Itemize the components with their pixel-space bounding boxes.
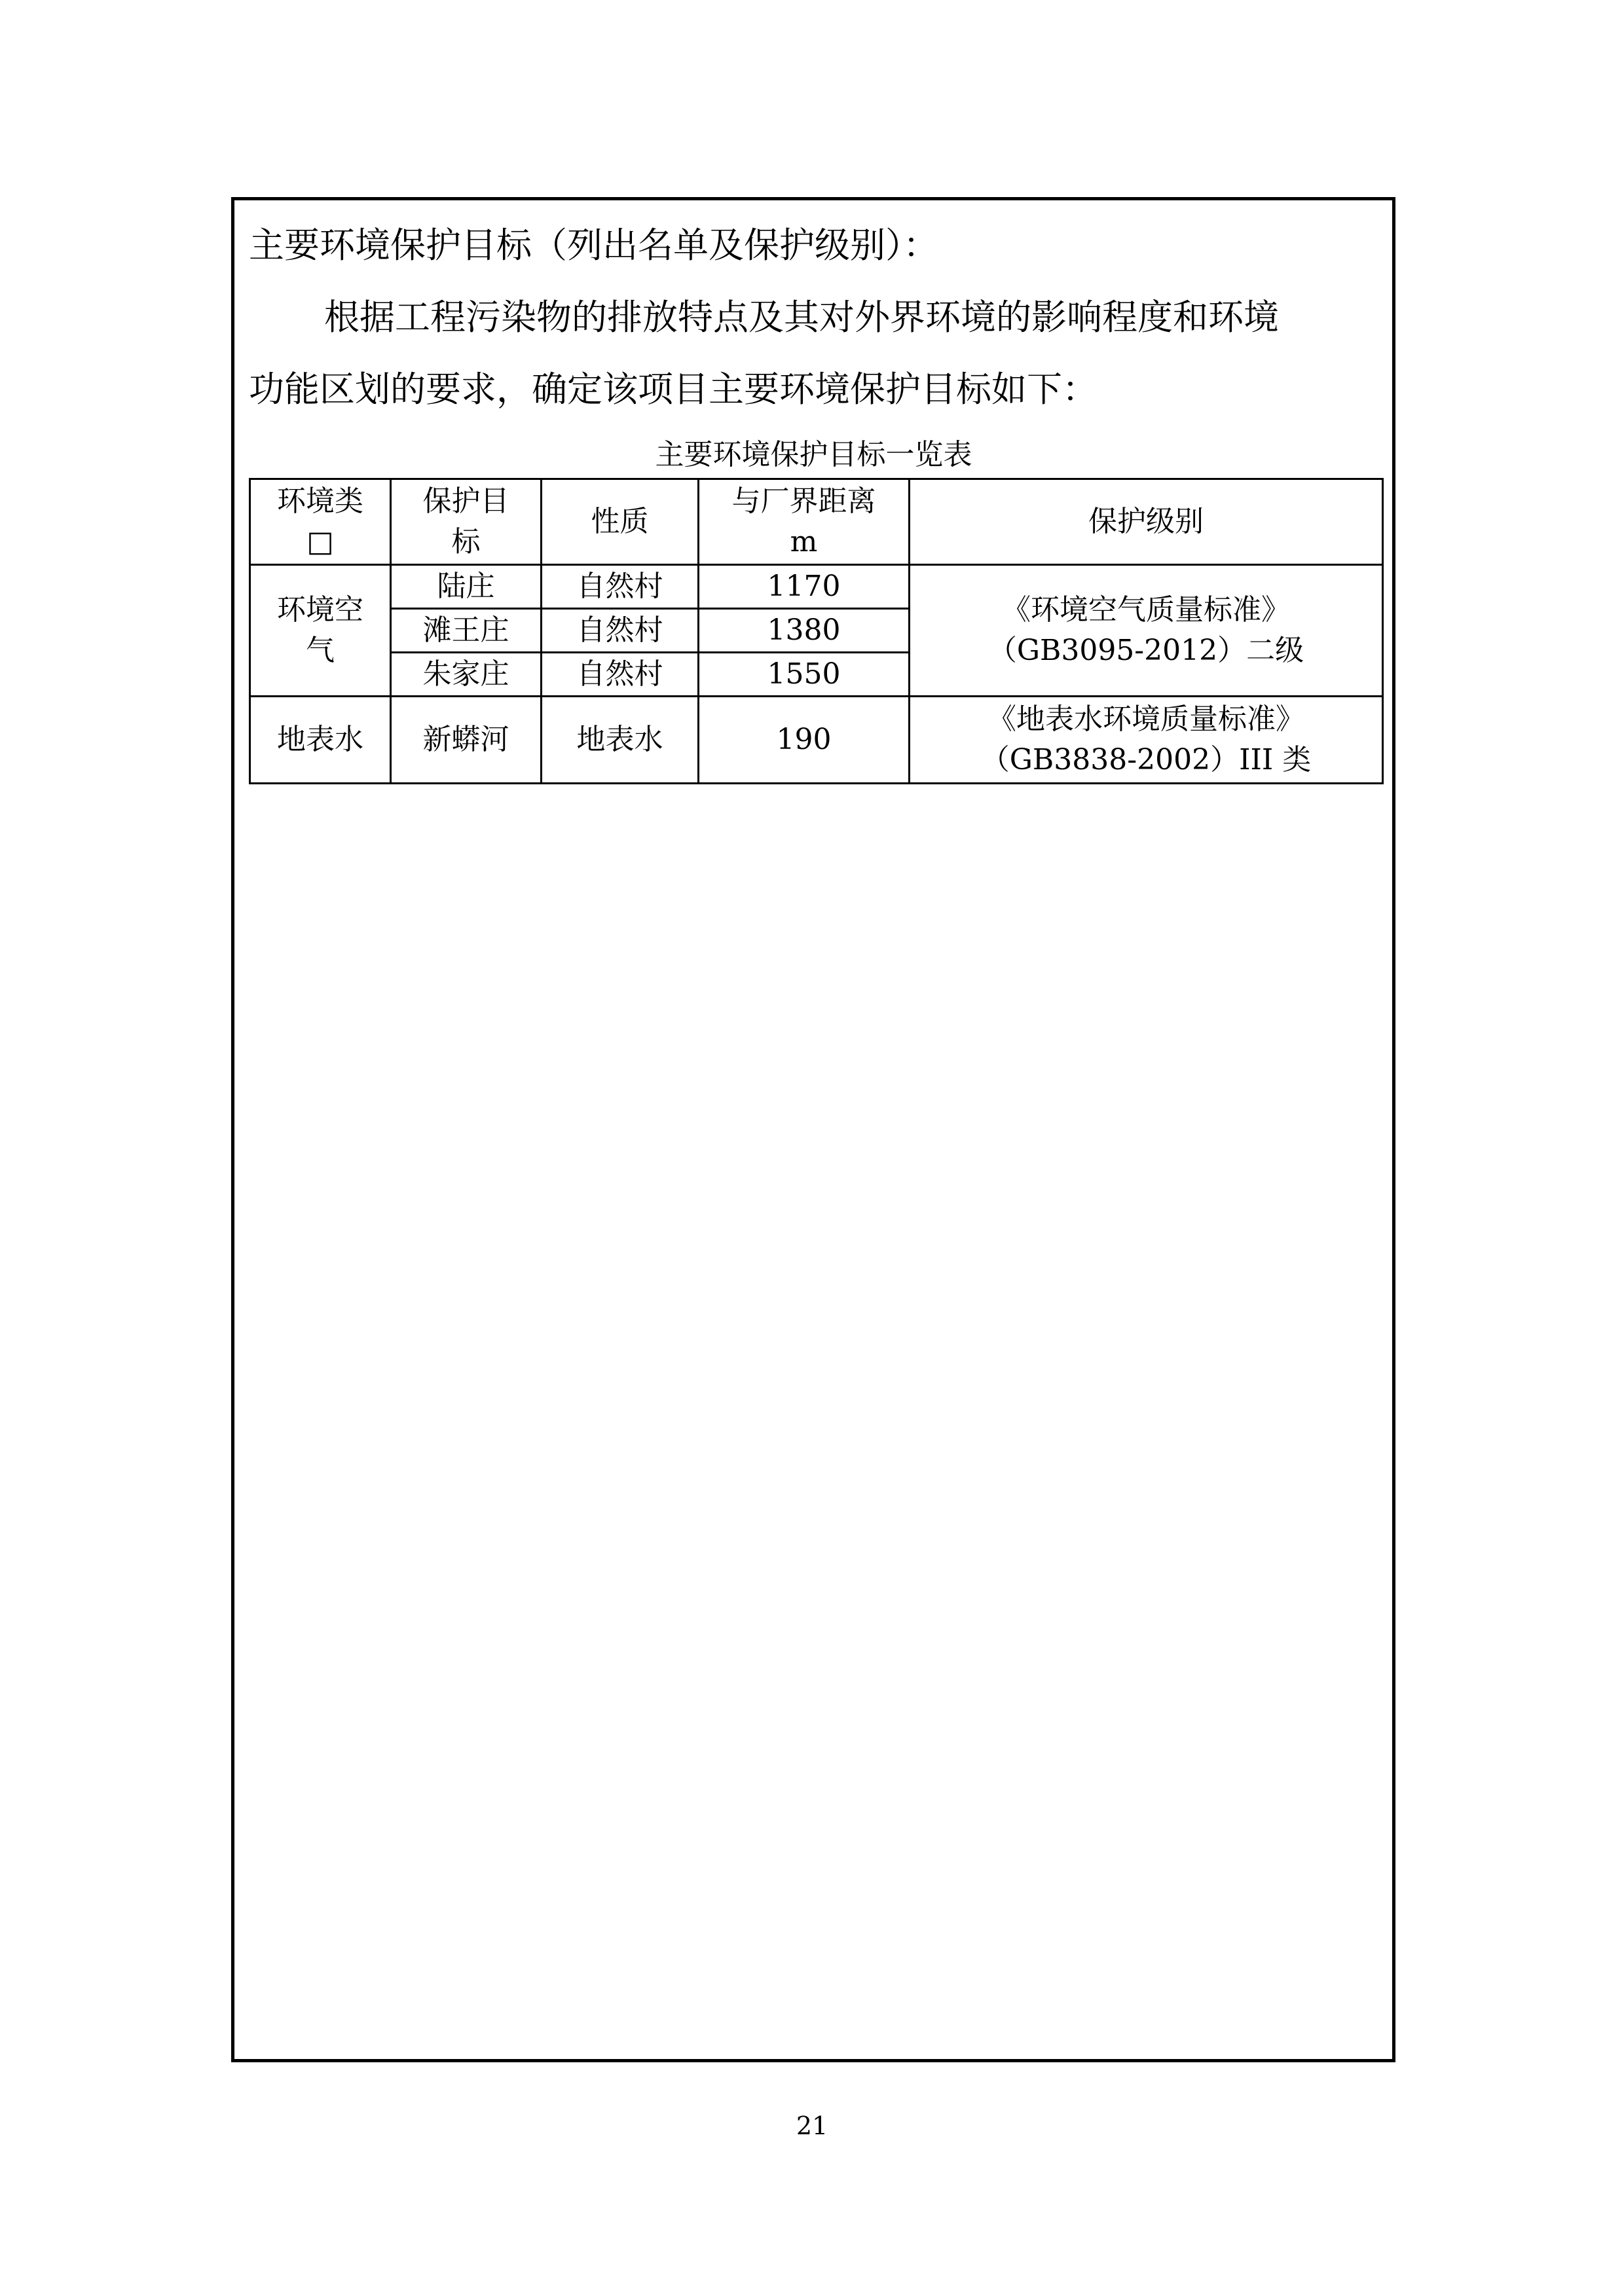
protection-targets-table: [249, 478, 1384, 784]
target-cell: 朱家庄: [391, 653, 542, 697]
nature-cell: 自然村: [542, 653, 699, 697]
distance-cell: 1380: [699, 609, 910, 653]
distance-cell: 190: [699, 697, 910, 784]
target-cell: 新蟒河: [391, 697, 542, 784]
table-header-row: [250, 479, 1383, 565]
category-cell: 环境空 气: [250, 565, 391, 697]
target-cell: 滩王庄: [391, 609, 542, 653]
distance-cell: 1550: [699, 653, 910, 697]
target-cell: 陆庄: [391, 565, 542, 609]
header-distance: 与厂界距离 m: [699, 479, 910, 565]
table-caption: 主要环境保护目标一览表: [655, 438, 972, 471]
header-category: 环境类 □: [250, 479, 391, 565]
distance-cell: 1170: [699, 565, 910, 609]
standard-cell: 《地表水环境质量标准》 （GB3838-2002）III 类: [910, 697, 1383, 784]
paragraph-line-2: 功能区划的要求，确定该项目主要环境保护目标如下：: [249, 369, 1098, 410]
section-heading: 主要环境保护目标（列出名单及保护级别）：: [249, 225, 938, 266]
nature-cell: 自然村: [542, 609, 699, 653]
table-row: [250, 697, 1383, 784]
table-row: [250, 565, 1383, 609]
standard-cell: 《环境空气质量标准》 （GB3095-2012）二级: [910, 565, 1383, 697]
paragraph-line-1: 根据工程污染物的排放特点及其对外界环境的影响程度和环境: [324, 297, 1279, 338]
category-cell: 地表水: [250, 697, 391, 784]
page-frame: [231, 197, 1395, 2062]
nature-cell: 地表水: [542, 697, 699, 784]
header-level: 保护级别: [910, 479, 1383, 565]
nature-cell: 自然村: [542, 565, 699, 609]
header-nature: 性质: [542, 479, 699, 565]
header-target: 保护目 标: [391, 479, 542, 565]
page-number: 21: [796, 2111, 828, 2140]
